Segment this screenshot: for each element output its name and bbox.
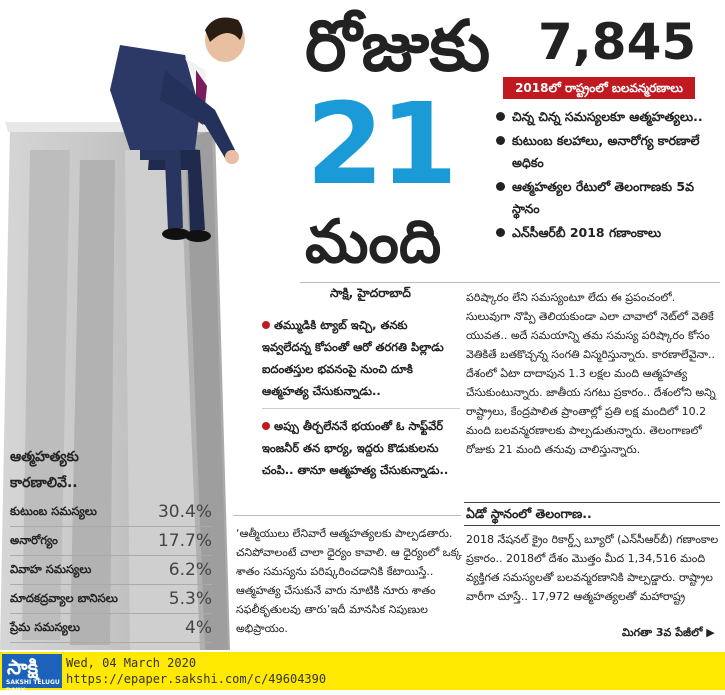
highlight-bullets [496,106,721,246]
headline-line-1: రోజుకు [305,5,491,87]
stats-banner: 2018లో రాష్ట్రంలో బలవన్మరణాలు [503,77,695,99]
bullet-item: చిన్న చిన్న సమస్యలకూ ఆత్మహత్యలు.. [496,106,721,128]
lead-item: అప్పు తీర్చలేననే భయంతో ఓ సాఫ్ట్‌వేర్ ఇంజనీర్ తన భార్య, ఇద్దరు కొడుకులను చంపి.. తానూ ఆత్మహత్య చేసుకున్నాడు.. [262,419,449,477]
headline-number: 21 [306,80,454,210]
lead-items [262,314,460,481]
quote-paragraph: ‘ఆత్మీయులు లేనివారే ఆత్మహత్యలకు పాల్పడతారు. చనిపోవాలంటే చాలా ధైర్యం కావాలి. ఆ ధైర్యంలో ఒక్క శాతం సమస్యను పరిష్కరించడానికి కేటాయిస్తే.. ఆత్మహత్య చేసుకునే వారు నూటికి నూరు శాతం సఫలీకృతులవు తారు’ఇదీ మానసిక నిపుణుల అభిప్రాయం. [236,527,462,635]
reasons-title: ఆత్మహత్యకు కారణాలివే.. [10,449,79,491]
table-row: వివాహ సమస్యలు 6.2% [10,556,212,585]
red-bullet-icon [262,321,270,329]
section-paragraph: 2018 నేషనల్ క్రైం రికార్డ్స్ బ్యూరో (ఎన్‌సీఆర్‌బీ) గణాంకాల ప్రకారం.. 2018లో దేశం మొత్తం మీద 1,34,516 మంది వ్యక్తిగత సమస్యలతో బలవన్మరణానికి పాల్పడ్డారు. రాష్ట్రాల వారీగా చూస్తే.. 17,972 ఆత్మహత్యలతో మహారాష్ట్ర [466,533,719,603]
footer-info [66,655,326,687]
arrow-right-icon: ▶ [706,626,715,639]
divider [464,502,720,503]
total-suicides-count: 7,845 [538,13,697,71]
dateline: సాక్షి, హైదరాబాద్ [330,286,411,300]
divider [262,408,460,409]
bullet-icon [496,112,505,121]
headline-line-3: మంది [305,207,442,277]
continued-note: మిగతా 3వ పేజీలో ▶ [622,626,715,639]
section-heading: ఏడో స్థానంలో తెలంగాణ.. [466,506,592,521]
red-bullet-icon [262,422,270,430]
bullet-icon [496,182,505,191]
reasons-table [10,498,212,643]
lead-item: తమ్ముడికి ట్యాబ్ ఇచ్చి, తనకు ఇవ్వలేదన్న కోపంతో ఆరో తరగతి పిల్లాడు ఐదంతస్తుల భవనంపై నుంచి దూకి ఆత్మహత్య చేసుకున్నాడు.. [262,318,444,398]
bullet-icon [496,228,505,237]
bullet-item: ఎన్‌సీఆర్‌బీ 2018 గణాంకాలు [496,222,721,244]
bullet-item: ఆత్మహత్యల రేటులో తెలంగాణకు 5వ స్థానం [496,176,721,220]
table-row: మాదకద్రవ్యాల బానిసలు 5.3% [10,585,212,614]
table-row: కుటుంబ సమస్యలు 30.4% [10,498,212,527]
table-row: అనారోగ్యం 17.7% [10,527,212,556]
bullet-item: కుటుంబ కలహాలు, అనారోగ్య కారణాలే అధికం [496,130,721,174]
footer-url[interactable]: https://epaper.sakshi.com/c/49604390 [66,672,327,686]
divider [300,282,720,283]
divider [464,525,720,526]
bullet-icon [496,136,505,145]
sakshi-logo[interactable]: సాక్షి SAKSHI TELUGU DAILY [2,654,62,688]
table-row: ప్రేమ సమస్యలు 4% [10,614,212,643]
divider [233,515,461,516]
footer-date: Wed, 04 March 2020 [66,656,197,670]
body-paragraph: పరిష్కారం లేని సమస్యంటూ లేదు ఈ ప్రపంచంలో. సులువుగా నొప్పి తెలియకుండా ఎలా చావాలో నెట్‌లో వెతికే యువత.. అదే సమయాన్ని తమ సమస్య పరిష్కారం కోసం వెతికితే బతకొచ్చన్న సంగతి విస్మరిస్తున్నారు. కారణాలేవైనా.. దేశంలో ఏటా దాదాపున 1.3 లక్షల మంది ఆత్మహత్య చేసుకుంటున్నారు. జాతీయ సగటు ప్రకారం.. దేశంలోని అన్ని రాష్ట్రాలు, కేంద్రపాలిత ప్రాంతాల్లో ప్రతి లక్ష మందిలో 10.2 మంది బలవన్మరణాలకు పాల్పడుతున్నారు. తెలంగాణలో రోజుకు 21 మంది తనువు చాలిస్తున్నారు. [466,291,716,456]
